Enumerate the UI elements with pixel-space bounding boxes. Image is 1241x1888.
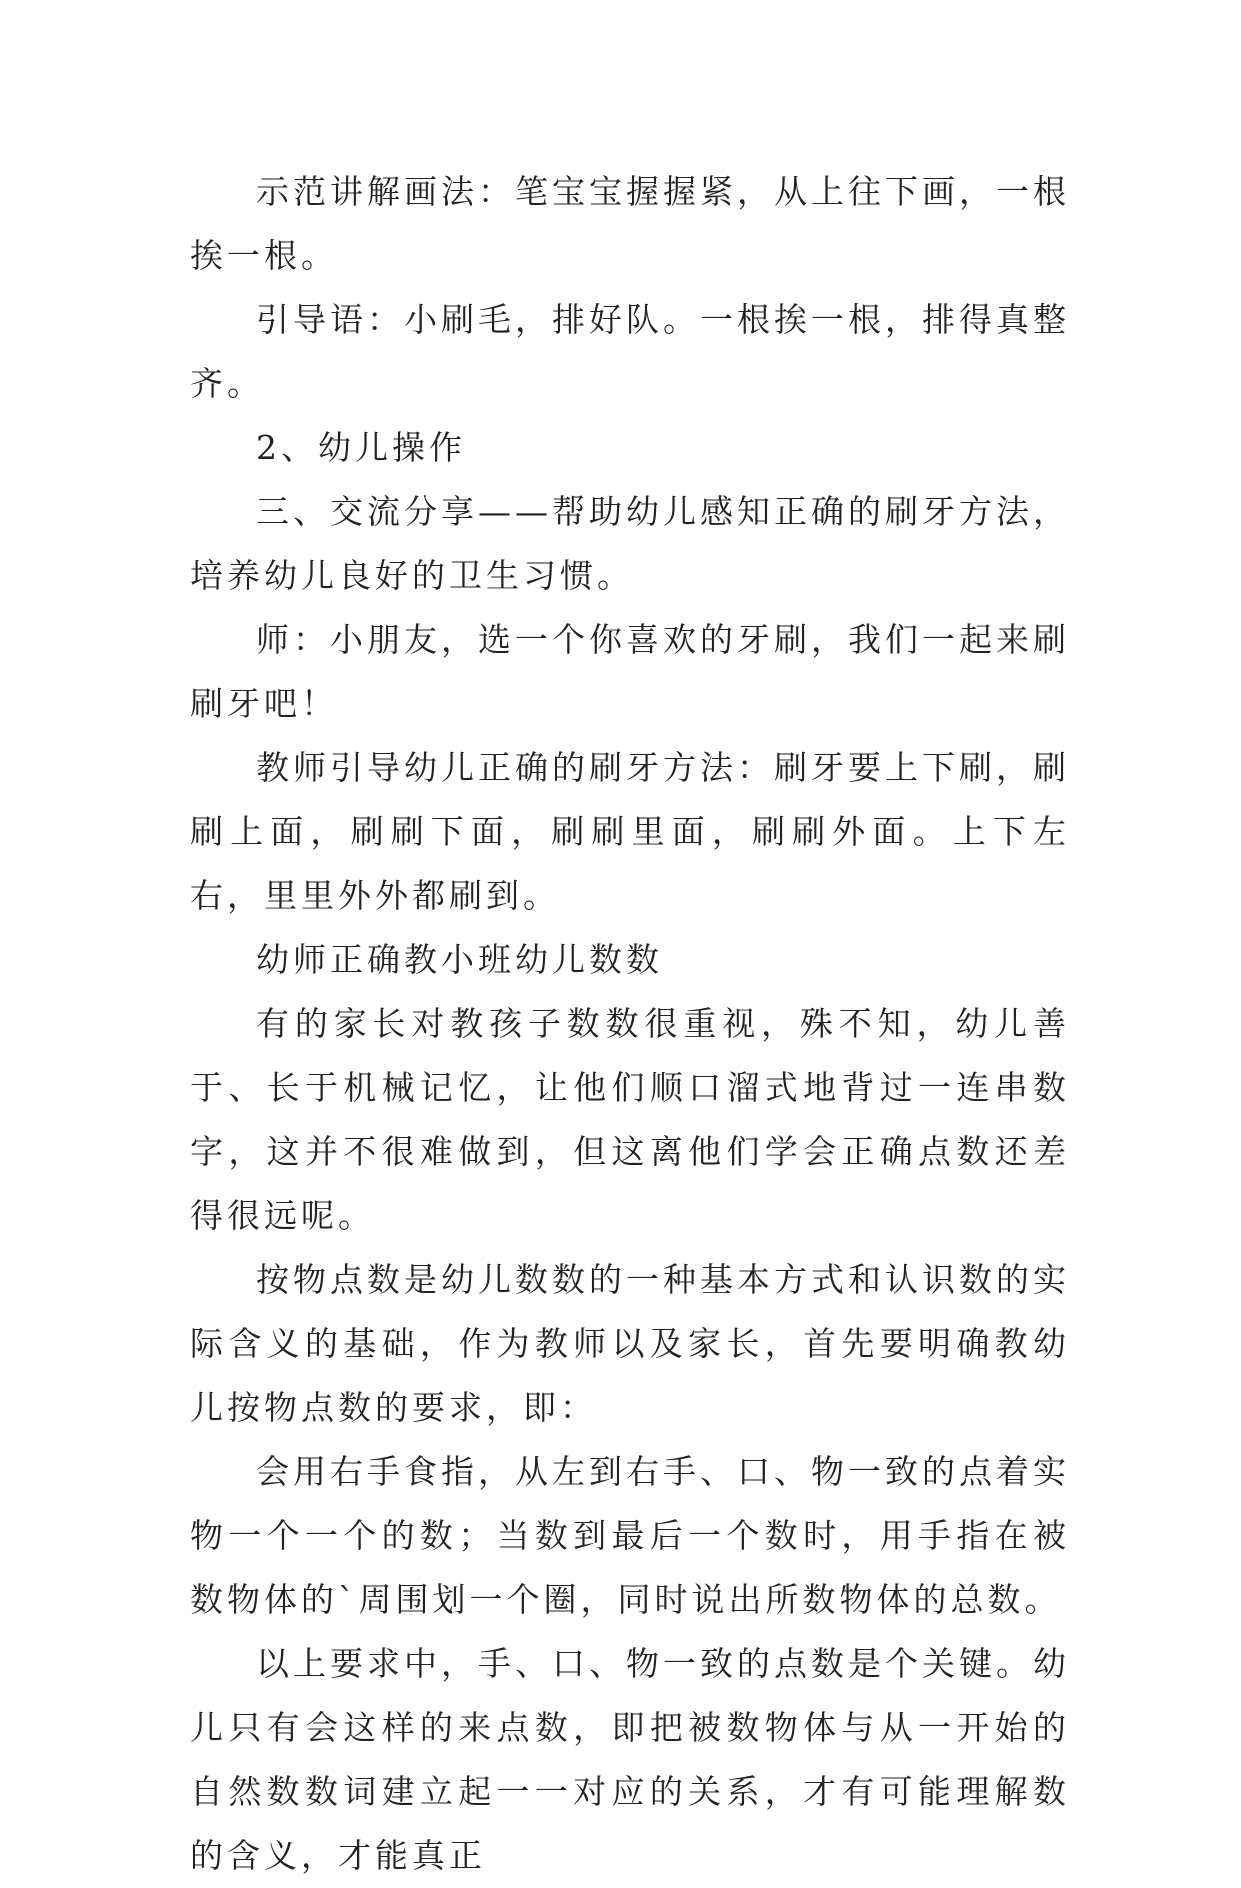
paragraph: 引导语：小刷毛，排好队。一根挨一根，排得真整齐。 [190,300,1070,403]
paragraph: 示范讲解画法：笔宝宝握握紧，从上往下画，一根挨一根。 [190,172,1070,275]
paragraph: 2、幼儿操作 [256,428,466,467]
paragraph: 会用右手食指，从左到右手、口、物一致的点着实物一个一个的数；当数到最后一个数时，用手指在被数物体的`周围划一个圈，同时说出所数物体的总数。 [190,1452,1070,1619]
paragraph: 教师引导幼儿正确的刷牙方法：刷牙要上下刷，刷刷上面，刷刷下面，刷刷里面，刷刷外面。上下左右，里里外外都刷到。 [190,748,1070,915]
document-body [190,160,1070,1888]
paragraph: 三、交流分享——帮助幼儿感知正确的刷牙方法，培养幼儿良好的卫生习惯。 [190,492,1070,595]
paragraph: 以上要求中，手、口、物一致的点数是个关键。幼儿只有会这样的来点数，即把被数物体与从一开始的自然数数词建立起一一对应的关系，才有可能理解数的含义，才能真正 [190,1644,1070,1875]
paragraph: 师：小朋友，选一个你喜欢的牙刷，我们一起来刷刷牙吧！ [190,620,1070,723]
section-heading: 幼师正确教小班幼儿数数 [256,940,663,979]
paragraph: 按物点数是幼儿数数的一种基本方式和认识数的实际含义的基础，作为教师以及家长，首先要明确教幼儿按物点数的要求，即： [190,1260,1070,1427]
paragraph: 有的家长对教孩子数数很重视，殊不知，幼儿善于、长于机械记忆，让他们顺口溜式地背过一连串数字，这并不很难做到，但这离他们学会正确点数还差得很远呢。 [190,1004,1070,1235]
